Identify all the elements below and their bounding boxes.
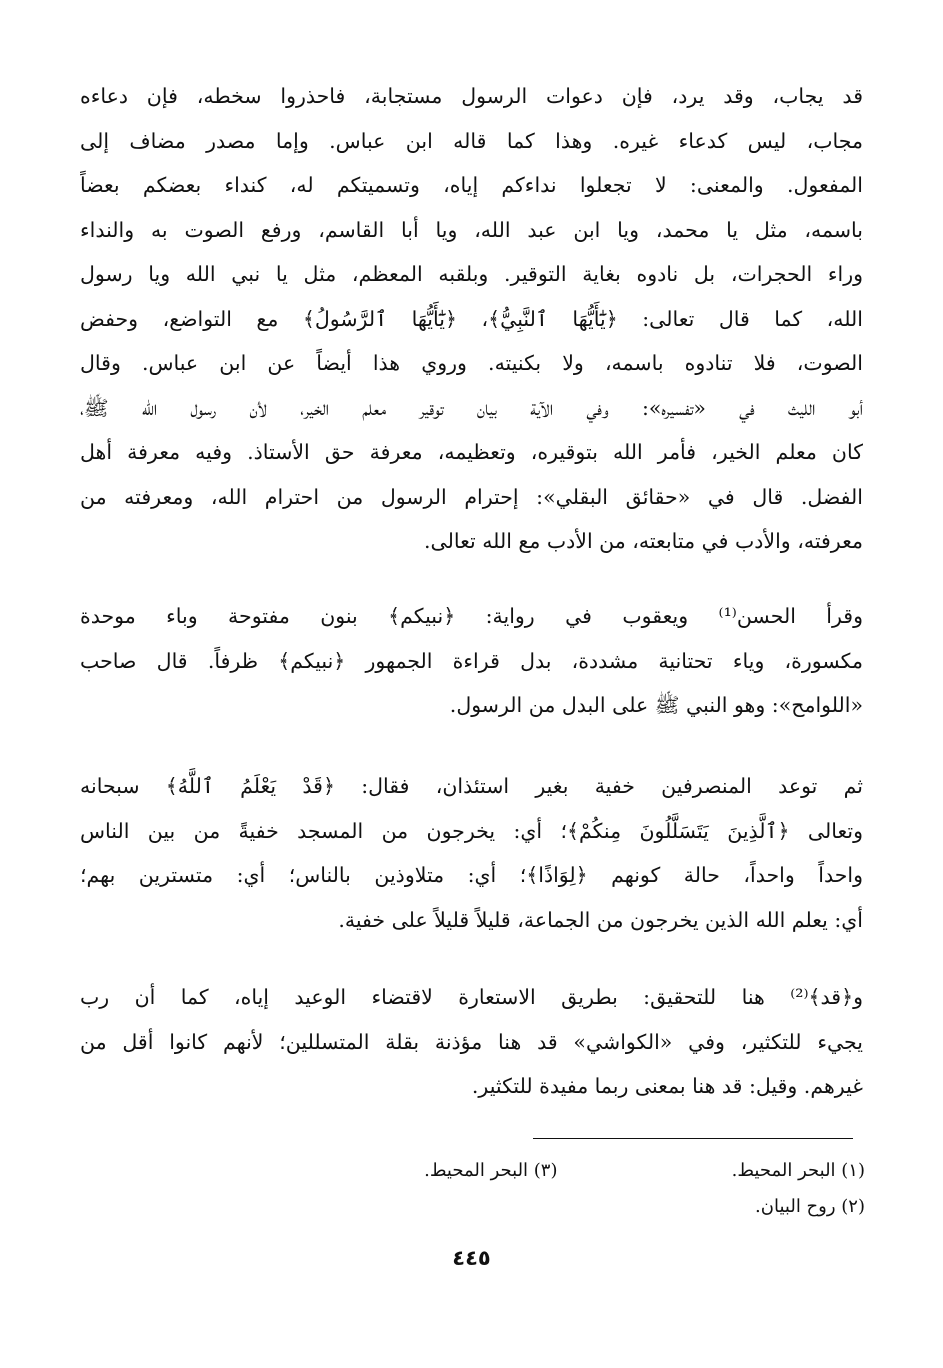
text-line: أبو الليث في «تفسيره»: وفي الآية بيان توقير معلم الخير، لأن رسول الله ﷺ،	[80, 395, 863, 420]
text-line: يجيء للتكثير، وفي «الكواشي» قد هنا مؤذنة بقلة المتسللين؛ لأنهم كانوا أقل من	[80, 1029, 863, 1054]
text-line: و﴿قد﴾⁽²⁾ هنا للتحقيق: بطريق الاستعارة لاقتضاء الوعيد إياه، كما أن رب	[80, 985, 863, 1009]
paragraph-4	[80, 975, 863, 1109]
text-line: كان معلم الخير، فأمر الله بتوقيره، وتعظيمه، معرفة حق الأستاذ. وفيه معرفة أهل	[80, 440, 863, 464]
paragraph-3	[80, 764, 863, 942]
text-line: الصوت، فلا تنادوه باسمه، ولا بكنيته. وروي هذا أيضاً عن ابن عباس. وقال	[80, 351, 863, 375]
text-line: وقرأ الحسن⁽¹⁾ ويعقوب في رواية: ﴿نبيكم﴾ بنون مفتوحة وباء موحدة	[80, 604, 863, 628]
text-line: قد يجاب، وقد يرد، فإن دعوات الرسول مستجابة، فاحذروا سخطه، فإن دعاءه	[80, 84, 863, 108]
footnote-3: (٣) البحر المحيط.	[424, 1160, 558, 1181]
text-line: أي: يعلم الله الذين يخرجون من الجماعة، قليلاً قليلاً على خفية.	[338, 907, 863, 932]
paragraph-2	[80, 594, 863, 728]
text-line: «اللوامح»: وهو النبي ﷺ على البدل من الرسول.	[449, 693, 863, 717]
page-number: ٤٤٥	[452, 1246, 491, 1270]
footnote-divider	[533, 1138, 853, 1139]
text-line: الفضل. قال في «حقائق البقلي»: إحترام الرسول من احترام الله، ومعرفته من	[80, 484, 863, 509]
footnote-row	[250, 1153, 865, 1189]
text-line: واحداً واحداً، حالة كونهم ﴿لِوَاذًا﴾؛ أي: متلاوذين بالناس؛ أي: متسترين بهم؛	[80, 863, 863, 887]
text-line: ثم توعد المنصرفين خفية بغير استئذان، فقال: ﴿قَدْ يَعْلَمُ ٱللَّهُ﴾ سبحانه	[80, 774, 863, 798]
footnote-2: (٢) روح البيان.	[755, 1196, 865, 1217]
text-line: وراء الحجرات، بل نادوه بغاية التوقير. وبلقبه المعظم، مثل يا نبي الله ويا رسول	[80, 262, 863, 286]
text-line: المفعول. والمعنى: لا تجعلوا نداءكم إياه، وتسميتكم له، كنداء بعضكم بعضاً	[80, 173, 863, 197]
text-line: وتعالى ﴿ٱلَّذِينَ يَتَسَلَّلُونَ مِنكُمْ﴾؛ أي: يخرجون من المسجد خفيةً من بين الناس	[80, 818, 863, 843]
text-line: مجاب، ليس كدعاء غيره. وهذا كما قاله ابن عباس. وإما مصدر مضاف إلى	[80, 128, 863, 153]
text-line: مكسورة، وياء تحتانية مشددة، بدل قراءة الجمهور ﴿نبيكم﴾ ظرفاً. قال صاحب	[80, 648, 863, 673]
text-line: معرفته، والأدب في متابعته، من الأدب مع الله تعالى.	[423, 529, 863, 553]
text-line: غيرهم. وقيل: قد هنا بمعنى ربما مفيدة للتكثير.	[471, 1074, 863, 1098]
text-line: باسمه، مثل يا محمد، ويا ابن عبد الله، ويا أبا القاسم، ورفع الصوت به والنداء	[80, 217, 863, 242]
footnotes	[250, 1153, 865, 1225]
footnote-row	[250, 1189, 865, 1225]
text-line: الله، كما قال تعالى: ﴿يَٰٓأَيُّهَا ٱلنَّبِيُّ﴾، ﴿يَٰٓأَيُّهَا ٱلرَّسُولُ﴾ مع التواضع، وحفض	[80, 306, 863, 331]
footnote-1: (١) البحر المحيط.	[731, 1160, 865, 1181]
paragraph-1	[80, 74, 863, 564]
